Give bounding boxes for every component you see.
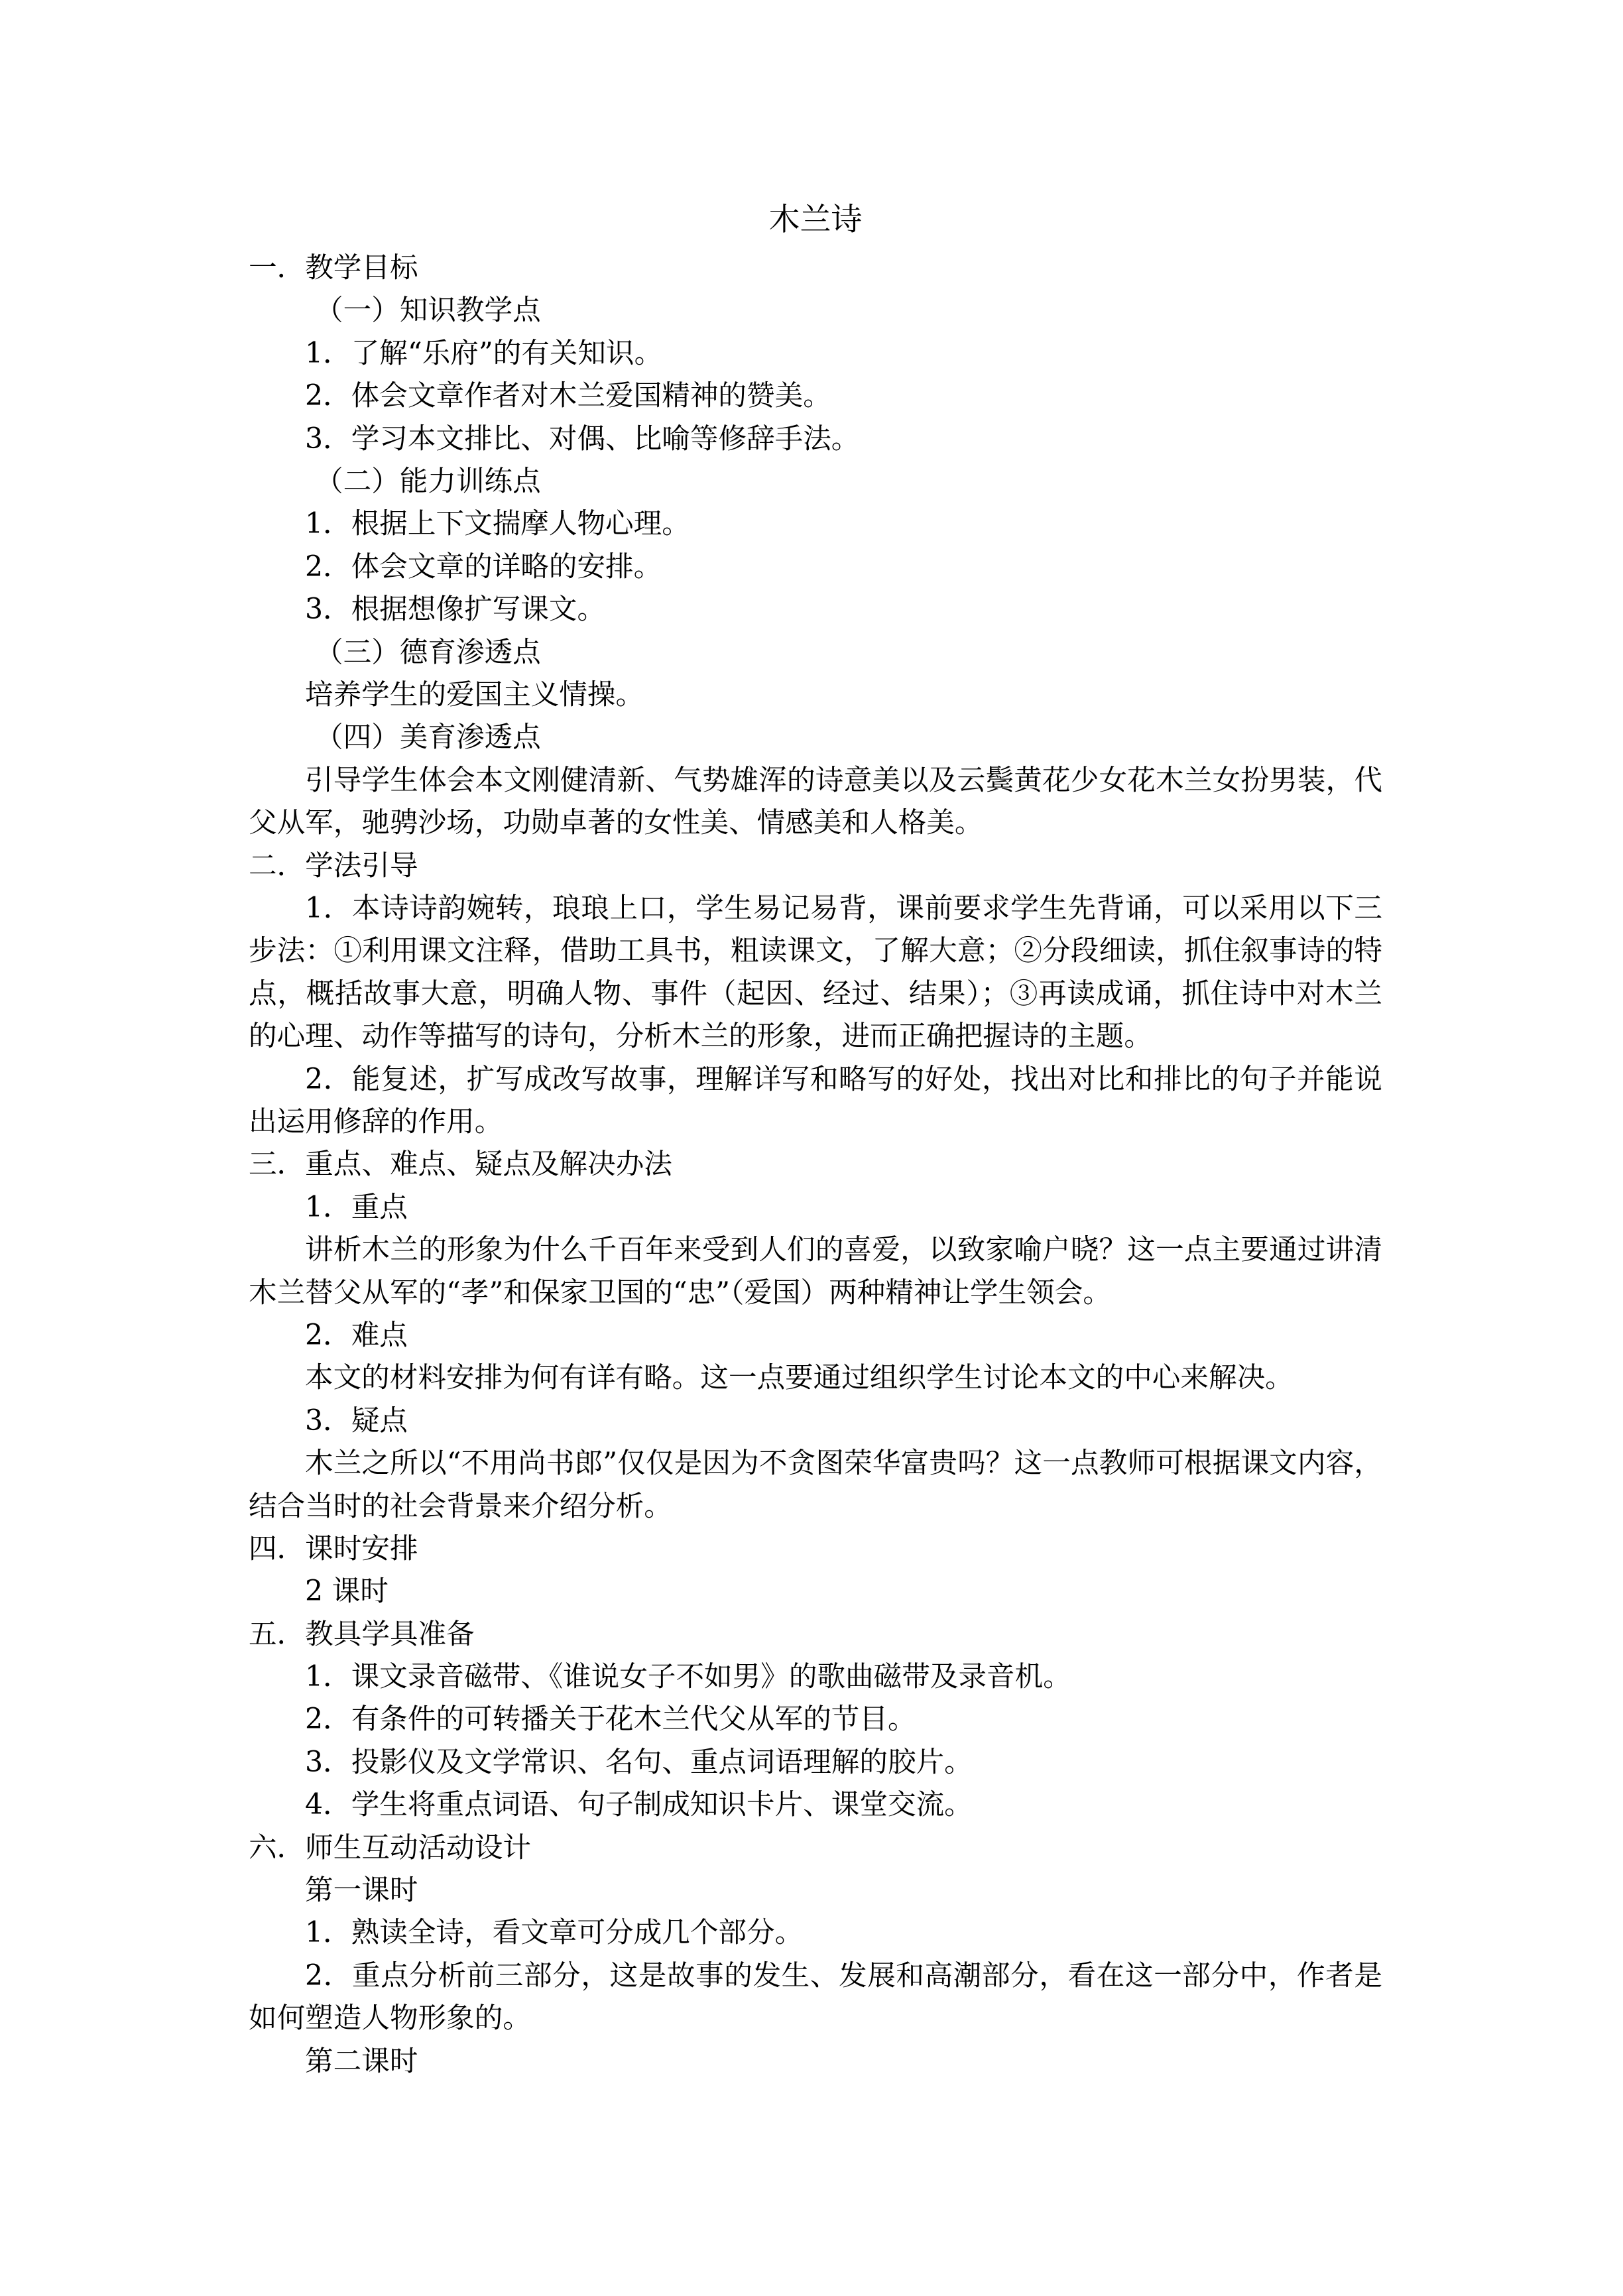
paragraph: 2 课时: [305, 1575, 389, 1608]
section-heading-activities: 六．师生互动活动设计: [249, 1831, 531, 1864]
paragraph: 引导学生体会本文刚健清新、气势雄浑的诗意美以及云鬓黄花少女花木兰女扮男装，代父从军，驰骋沙场，功勋卓著的女性美、情感美和人格美。: [249, 763, 1382, 840]
list-item: 3．投影仪及文学常识、名句、重点词语理解的胶片。: [305, 1745, 973, 1779]
list-item: 3．根据想像扩写课文。: [305, 593, 606, 627]
section-heading-materials: 五．教具学具准备: [249, 1617, 475, 1651]
subsection-heading-key: 1．重点: [305, 1190, 408, 1224]
lesson-heading-first: 第一课时: [305, 1874, 418, 1907]
section-heading-schedule: 四．课时安排: [249, 1532, 418, 1565]
list-item: 2．体会文章的详略的安排。: [305, 550, 662, 583]
lesson-heading-second: 第二课时: [305, 2044, 418, 2078]
list-item: 2．体会文章作者对木兰爱国精神的赞美。: [305, 379, 831, 413]
paragraph: 2．重点分析前三部分，这是故事的发生、发展和高潮部分，看在这一部分中，作者是如何塑造人物形象的。: [249, 1959, 1382, 2035]
paragraph: 培养学生的爱国主义情操。: [305, 678, 644, 711]
section-heading-study-method: 二．学法引导: [249, 849, 418, 882]
subsection-heading-doubt: 3．疑点: [305, 1404, 408, 1437]
paragraph: 木兰之所以“不用尚书郎”仅仅是因为不贪图荣华富贵吗？这一点教师可根据课文内容，结合当时的社会背景来介绍分析。: [249, 1447, 1382, 1523]
subsection-heading-aesthetic: （四）美育渗透点: [315, 721, 541, 755]
list-item: 3．学习本文排比、对偶、比喻等修辞手法。: [305, 422, 860, 455]
list-item: 1．根据上下文揣摩人物心理。: [305, 507, 690, 541]
list-item: 2．有条件的可转播关于花木兰代父从军的节目。: [305, 1703, 916, 1736]
section-heading-teaching-goals: 一．教学目标: [249, 251, 418, 284]
paragraph: 本文的材料安排为何有详有略。这一点要通过组织学生讨论本文的中心来解决。: [305, 1361, 1293, 1395]
list-item: 4．学生将重点词语、句子制成知识卡片、课堂交流。: [305, 1788, 973, 1822]
list-item: 1．课文录音磁带、《谁说女子不如男》的歌曲磁带及录音机。: [305, 1660, 1071, 1694]
subsection-heading-difficult: 2．难点: [305, 1318, 408, 1352]
document-title: 木兰诗: [768, 202, 863, 238]
paragraph: 1．本诗诗韵婉转，琅琅上口，学生易记易背，课前要求学生先背诵，可以采用以下三步法：①利用课文注释，借助工具书，粗读课文，了解大意；②分段细读，抓住叙事诗的特点，概括故事大意，明确人物、事件（起因、经过、结果）；③再读成诵，抓住诗中对木兰的心理、动作等描写的诗句，分析木兰的形象，进而正确把握诗的主题。: [249, 891, 1382, 1054]
paragraph: 讲析木兰的形象为什么千百年来受到人们的喜爱，以致家喻户晓？这一点主要通过讲清木兰替父从军的“孝”和保家卫国的“忠”（爱国）两种精神让学生领会。: [249, 1233, 1382, 1309]
paragraph: 2．能复述，扩写成改写故事，理解详写和略写的好处，找出对比和排比的句子并能说出运用修辞的作用。: [249, 1062, 1382, 1138]
subsection-heading-knowledge: （一）知识教学点: [315, 294, 541, 328]
document-page: [249, 199, 1382, 2083]
paragraph: 1．熟读全诗，看文章可分成几个部分。: [305, 1916, 804, 1950]
subsection-heading-ability: （二）能力训练点: [315, 464, 541, 498]
section-heading-key-points: 三．重点、难点、疑点及解决办法: [249, 1148, 672, 1181]
list-item: 1．了解“乐府”的有关知识。: [305, 336, 663, 370]
subsection-heading-moral: （三）德育渗透点: [315, 635, 541, 669]
